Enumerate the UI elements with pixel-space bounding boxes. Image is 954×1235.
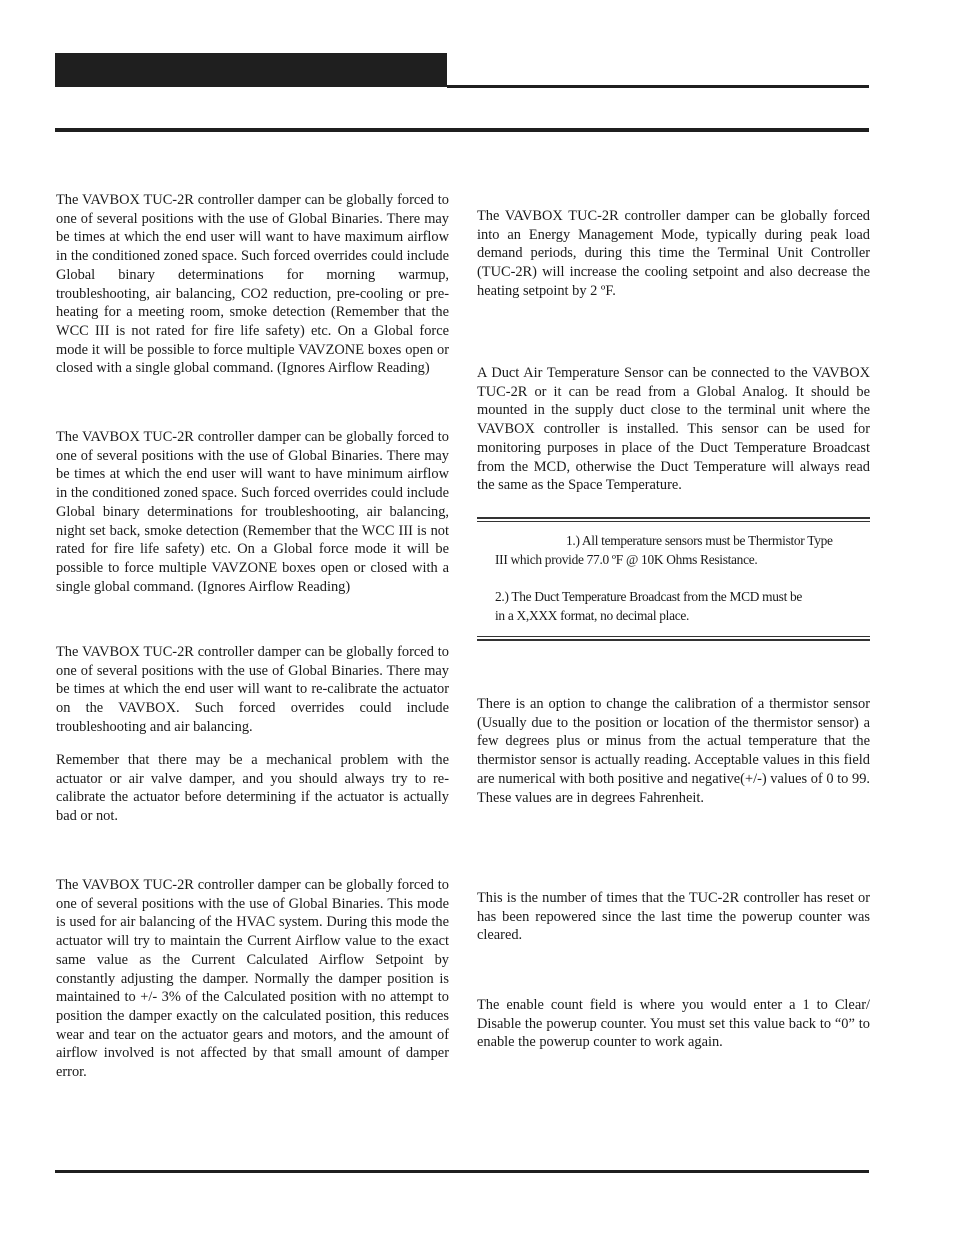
recalibrate-reminder-paragraph: Remember that there may be a mechanical problem with the actuator or air valve damper, and you should always try to re-calibrate the actuator before determining if the actuator is actually bad or not. xyxy=(56,752,449,825)
duct-air-temperature-paragraph: A Duct Air Temperature Sensor can be connected to the VAVBOX TUC-2R or it can be read from a Global Analog. It should be mounted in the supply duct close to the terminal unit where the VAVBOX controller is installed. This sensor can be used for monitoring purposes in place of the Duct Temperature Broadcast from the MCD, otherwise the Duct Temperature will always read the same as the Space Temperature. xyxy=(477,365,870,494)
energy-management-paragraph: The VAVBOX TUC-2R controller damper can be globally forced into an Energy Management Mode, typically during peak load demand periods, during this time the Terminal Unit Controller (TUC-2R) will increase the cooling setpoint and also decrease the heating setpoint by 2 ºF. xyxy=(477,208,870,299)
note-line: 1.) All temperature sensors must be Thermistor Type xyxy=(566,533,833,548)
header-bar xyxy=(55,53,447,87)
global-force-min-paragraph: The VAVBOX TUC-2R controller damper can be globally forced to one of several positions with the use of Global Binaries. There may be times at which the end user will want to have minimum airflow in the conditioned zoned space. Such forced overrides could include Global binary determinations for troubleshooting, air balancing, night set back, smoke detection (Remember that the WCC III is not rated for fire life safety) etc. On a Global force mode it will be possible to force multiple VAVZONE boxes open or closed with a single global command. (Ignores Airflow Reading) xyxy=(56,429,449,595)
note-line: 2.) The Duct Temperature Broadcast from the MCD must be xyxy=(495,589,803,604)
top-divider xyxy=(55,128,869,132)
note-line: III which provide 77.0 ºF @ 10K Ohms Resistance. xyxy=(495,552,758,567)
air-balancing-paragraph: The VAVBOX TUC-2R controller damper can be globally forced to one of several positions with the use of Global Binaries. This mode is used for air balancing of the HVAC system. During this mode the actuator will try to maintain the Current Airflow value to the exact same value as the Current Calculated Airflow Setpoint by constantly adjusting the damper. Normally the damper position is maintained to +/- 3% of the Calculated position with no attempt to position the damper exactly on the calculated position, this reduces wear and tear on the actuator gears and motors, and the amount of airflow involved is not affected by that small amount of damper error. xyxy=(56,877,449,1081)
bottom-divider xyxy=(55,1170,869,1173)
note-box xyxy=(477,517,870,641)
powerup-counter-paragraph: This is the number of times that the TUC-2R controller has reset or has been repowered since the last time the powerup counter was cleared. xyxy=(477,890,870,944)
note-line: in a X,XXX format, no decimal place. xyxy=(495,608,690,623)
header-rule xyxy=(447,85,869,88)
enable-count-paragraph: The enable count field is where you would enter a 1 to Clear/ Disable the powerup counter. You must set this value back to “0” to enable the powerup counter to work again. xyxy=(477,997,870,1051)
global-recalibrate-paragraph: The VAVBOX TUC-2R controller damper can be globally forced to one of several positions with the use of Global Binaries. There may be times at which the end user will want to re-calibrate the actuator on the VAVBOX. Such forced overrides could include troubleshooting and air balancing. xyxy=(56,644,449,735)
global-force-max-paragraph: The VAVBOX TUC-2R controller damper can be globally forced to one of several positions with the use of Global Binaries. There may be times at which the end user will want to have maximum airflow in the conditioned zoned space. Such forced overrides could include Global binary determinations for morning warmup, troubleshooting, air balancing, CO2 reduction, pre-cooling or pre-heating for a meeting room, smoke detection (Remember that the WCC III is not rated for fire life safety) etc. On a Global force mode it will be possible to force multiple VAVZONE boxes open or closed with a single global command. (Ignores Airflow Reading) xyxy=(56,192,449,377)
thermistor-calibration-paragraph: There is an option to change the calibration of a thermistor sensor (Usually due to the position or location of the thermistor sensor) a few degrees plus or minus from the actual temperature that the thermistor sensor is actually reading. Acceptable values in this field are numerical with both positive and negative(+/-) values of 0 to 99. These values are in degrees Fahrenheit. xyxy=(477,696,870,806)
